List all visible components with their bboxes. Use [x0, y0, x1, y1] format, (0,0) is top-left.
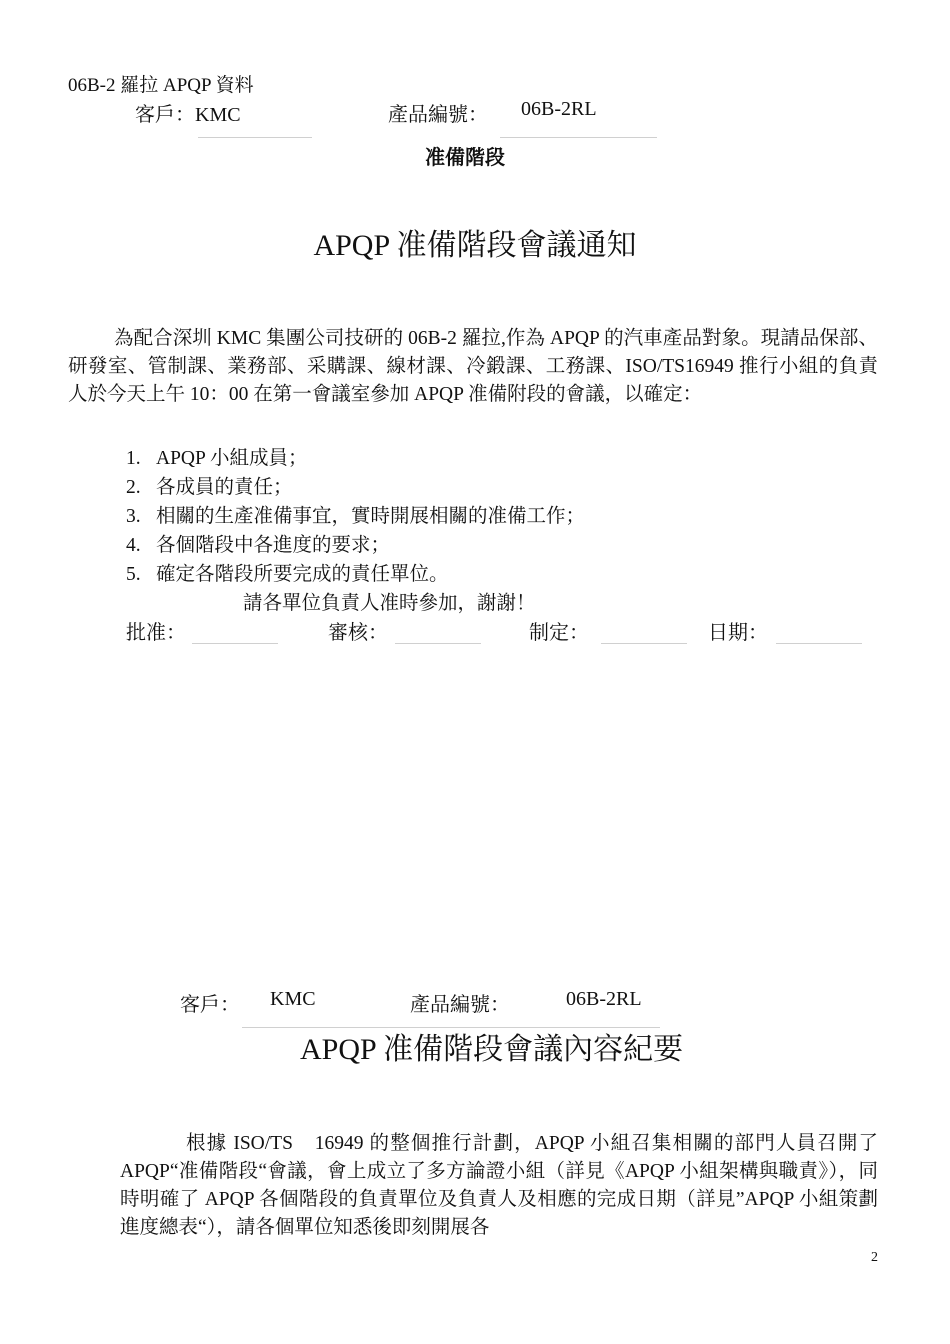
list-number: 4.: [126, 535, 141, 556]
review-label: 審核：: [328, 622, 388, 644]
list-text: APQP 小組成員；: [156, 448, 308, 469]
minutes-title: APQP 准備階段會議內容紀要: [300, 1033, 684, 1066]
minutes-paragraph: 根據 ISO/TS 16949 的整個推行計劃，APQP 小組召集相關的部門人員召開了 APQP“准備階段“會議，會上成立了多方論證小組（詳見《APQP 小組架構與職責》），同時明確了 APQP 各個階段的負責單位及負責人及相應的完成日期（詳見”APQP 小組策劃進度總表“），請各個單位知悉後即刻開展各: [120, 1133, 878, 1238]
approve-line: [192, 643, 278, 644]
section-heading: 准備階段: [425, 145, 505, 169]
date-label: 日期：: [708, 622, 768, 644]
minutes-customer-value: KMC: [270, 988, 316, 1010]
minutes-product-value: 06B-2RL: [566, 988, 642, 1010]
list-number: 2.: [126, 477, 141, 498]
prepare-label: 制定：: [529, 622, 589, 644]
list-text: 相關的生產准備事宜，實時開展相關的准備工作；: [156, 506, 586, 527]
list-item: [126, 471, 293, 499]
notice-paragraph: 為配合深圳 KMC 集團公司技研的 06B-2 羅拉,作為 APQP 的汽車產品對象。現請品保部、研發室、管制課、業務部、采購課、線材課、冷鍛課、工務課、ISO/TS16949 推行小組的負責人於今天上午 10：00 在第一會議室參加 APQP 准備附段的會議，以確定：: [68, 328, 878, 405]
list-number: 1.: [126, 448, 141, 469]
list-item: [126, 442, 308, 470]
customer-underline: [198, 137, 312, 138]
product-underline: [500, 137, 657, 138]
list-item: [126, 500, 585, 528]
list-item: [126, 558, 449, 586]
minutes-product-label: 產品編號：: [410, 994, 510, 1016]
list-text: 各成員的責任；: [156, 477, 293, 498]
prepare-line: [601, 643, 687, 644]
approve-label: 批准：: [126, 622, 186, 644]
list-item: [126, 529, 390, 557]
product-number-label: 產品編號：: [388, 104, 488, 126]
list-number: 5.: [126, 564, 141, 585]
notice-title: APQP 准備階段會議通知: [313, 229, 637, 262]
customer-label: 客戶：KMC: [135, 104, 241, 126]
list-number: 3.: [126, 506, 141, 527]
minutes-customer-label: 客戶：: [180, 994, 240, 1016]
list-text: 確定各階段所要完成的責任單位。: [156, 564, 449, 585]
document-label: 06B-2 羅拉 APQP 資料: [68, 75, 254, 96]
date-line: [776, 643, 862, 644]
closing-line: 請各單位負責人准時參加，謝謝！: [243, 593, 536, 614]
list-text: 各個階段中各進度的要求；: [156, 535, 391, 556]
page-number: 2: [871, 1250, 878, 1265]
product-number-value: 06B-2RL: [521, 98, 597, 120]
review-line: [395, 643, 481, 644]
